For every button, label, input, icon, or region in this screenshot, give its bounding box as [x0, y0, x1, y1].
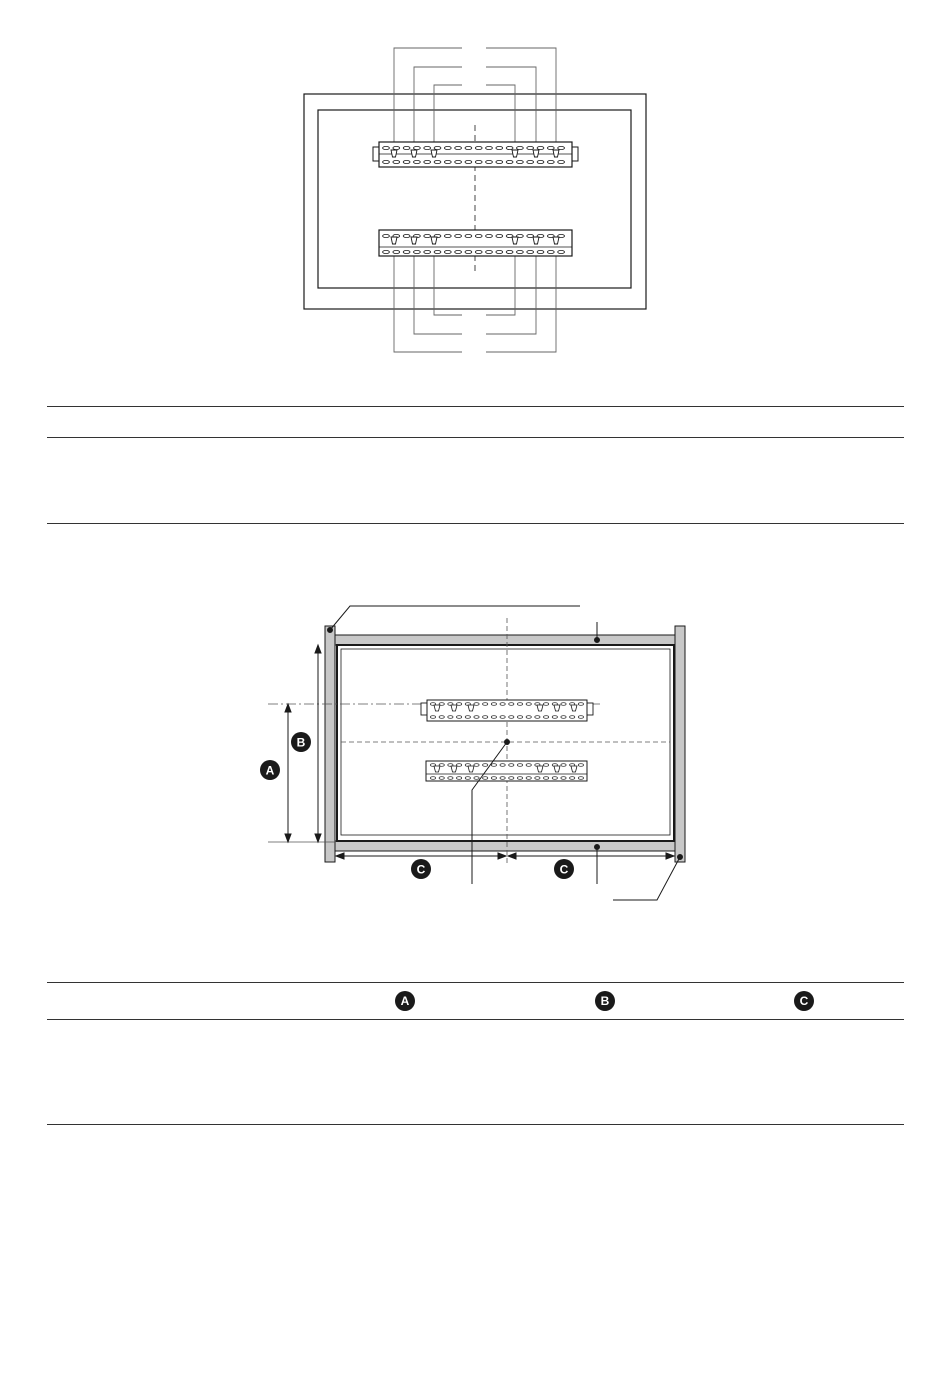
table1-header-rule [47, 437, 904, 438]
bracket-hook [553, 237, 559, 244]
bracket-hook [468, 705, 474, 711]
label-c-left-text: C [416, 862, 426, 877]
left-post [325, 626, 335, 862]
bracket-hook [571, 705, 577, 711]
bracket-hook [391, 150, 397, 157]
right-post [675, 626, 685, 862]
table2-header [47, 983, 904, 1019]
bracket-hook [537, 766, 543, 772]
tv-inner-panel [318, 110, 631, 288]
bracket-hook [571, 766, 577, 772]
bracket-hook [451, 766, 457, 772]
top-rail [335, 635, 675, 645]
bracket-hook [434, 766, 440, 772]
bracket-hook [431, 237, 437, 244]
bracket-hook [391, 237, 397, 244]
dimension-lines-top [394, 48, 556, 148]
table2-bottom-rule [47, 1124, 904, 1125]
label-badge-c-left [411, 859, 431, 879]
bracket-hook [553, 150, 559, 157]
bracket-hook [533, 150, 539, 157]
label-b-text: B [296, 735, 306, 750]
bracket-hook [468, 766, 474, 772]
column-header-c: C [794, 991, 814, 1011]
label-badge-b [291, 732, 311, 752]
table1-bottom-rule [47, 523, 904, 524]
label-badge-a [260, 760, 280, 780]
bottom-rail [335, 841, 675, 851]
tv-mount-dimension-diagram [0, 590, 950, 930]
label-badge-c-right [554, 859, 574, 879]
bracket-hook [512, 237, 518, 244]
bracket-hook [431, 150, 437, 157]
bracket-hook [533, 237, 539, 244]
mount-bracket-upper [421, 700, 593, 721]
bracket-hook [451, 705, 457, 711]
bracket-hook [512, 150, 518, 157]
column-header-b: B [595, 991, 615, 1011]
tv-back-bracket-diagram [0, 0, 950, 400]
label-a-text: A [265, 763, 275, 778]
bracket-hook [554, 705, 560, 711]
bracket-hook [554, 766, 560, 772]
bracket-hook [434, 705, 440, 711]
column-header-a: A [395, 991, 415, 1011]
bracket-hook [537, 705, 543, 711]
label-c-right-text: C [559, 862, 569, 877]
bracket-hook [411, 237, 417, 244]
table2-header-rule [47, 1019, 904, 1020]
table1-top-rule [47, 406, 904, 407]
bracket-hook [411, 150, 417, 157]
